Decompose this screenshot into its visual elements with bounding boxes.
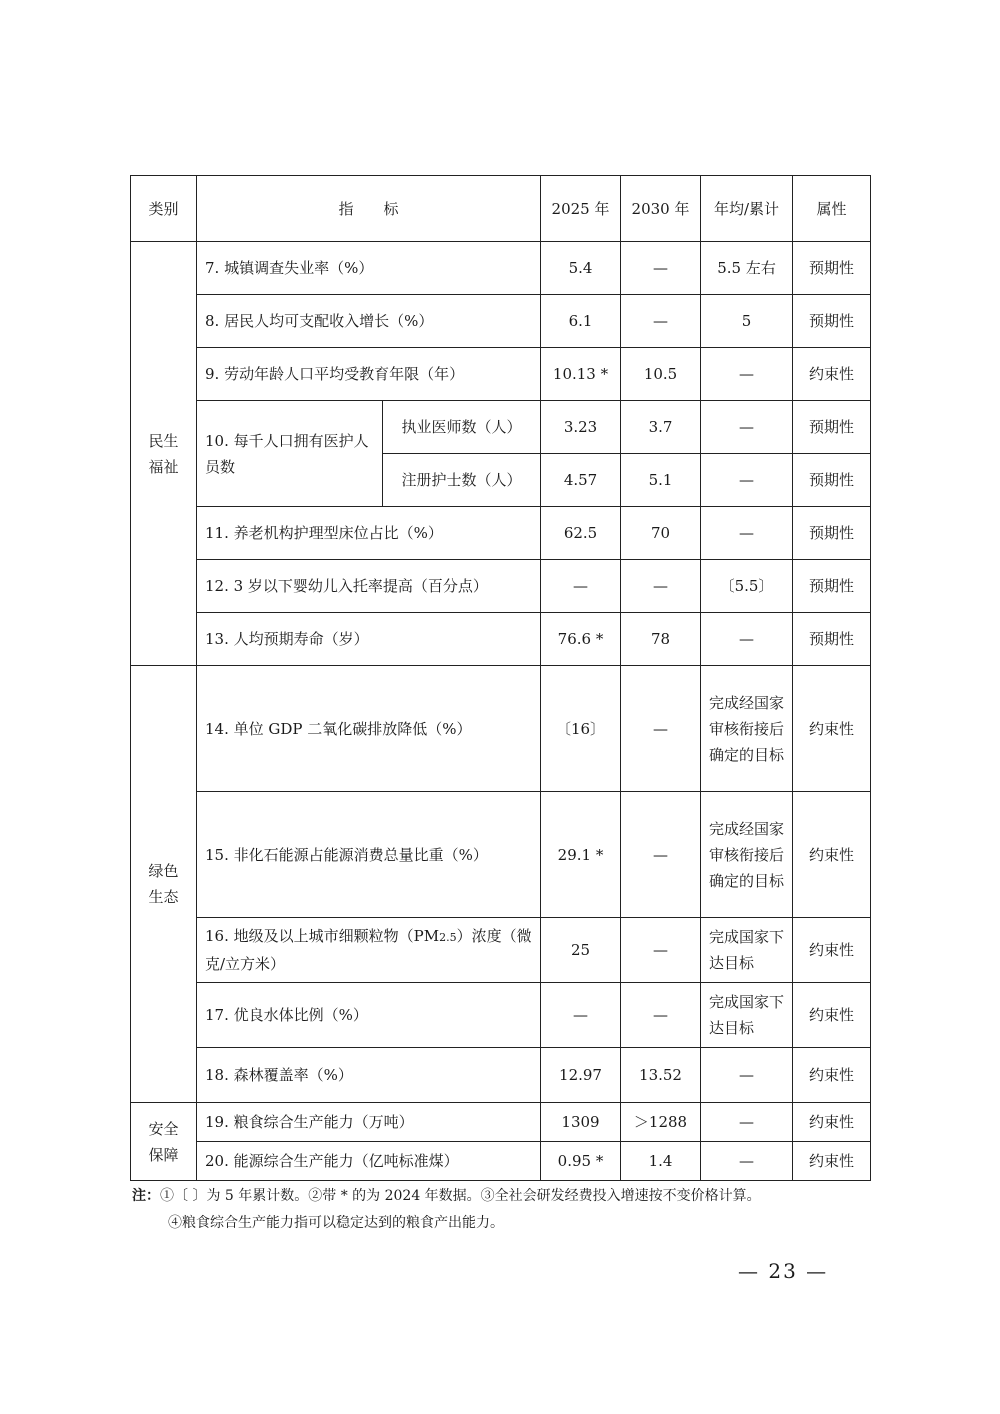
value-annual: —	[701, 401, 793, 454]
value-2030: —	[621, 792, 701, 918]
table-row	[131, 1103, 871, 1142]
indicator-label-part: 16. 地级及以上城市细颗粒物（PM	[205, 927, 440, 945]
value-attribute: 预期性	[793, 613, 871, 666]
note-line: ④粮食综合生产能力指可以稳定达到的粮食产出能力。	[168, 1215, 504, 1231]
value-attribute: 约束性	[793, 1142, 871, 1181]
value-attribute: 约束性	[793, 983, 871, 1048]
value-2030: 70	[621, 507, 701, 560]
value-annual: —	[701, 1048, 793, 1103]
table-row	[131, 560, 871, 613]
value-attribute: 约束性	[793, 1048, 871, 1103]
table-row	[131, 1142, 871, 1181]
value-2025: 25	[541, 918, 621, 983]
value-attribute: 约束性	[793, 918, 871, 983]
indicator-label: 8. 居民人均可支配收入增长（%）	[197, 295, 541, 348]
value-2025: 10.13 *	[541, 348, 621, 401]
indicator-table	[130, 175, 871, 1181]
value-attribute: 约束性	[793, 1103, 871, 1142]
value-2030: 10.5	[621, 348, 701, 401]
value-2030: —	[621, 918, 701, 983]
value-2025: 12.97	[541, 1048, 621, 1103]
category-label: 民生福祉	[148, 431, 179, 476]
indicator-label: 10. 每千人口拥有医护人员数	[197, 401, 383, 507]
indicator-label: 19. 粮食综合生产能力（万吨）	[197, 1103, 541, 1142]
sub-indicator-label: 注册护士数（人）	[383, 454, 541, 507]
value-2030: —	[621, 295, 701, 348]
indicator-label: 20. 能源综合生产能力（亿吨标准煤）	[197, 1142, 541, 1181]
table-row	[131, 507, 871, 560]
table-header-row	[131, 176, 871, 242]
value-annual: 完成经国家审核衔接后确定的目标	[701, 666, 793, 792]
indicator-label-part: ）浓度（微克/立方米）	[205, 927, 532, 973]
value-2030: 1.4	[621, 1142, 701, 1181]
value-2030: 5.1	[621, 454, 701, 507]
value-attribute: 预期性	[793, 507, 871, 560]
page-number: — 23 —	[738, 1259, 829, 1283]
indicator-label: 17. 优良水体比例（%）	[197, 983, 541, 1048]
value-2025: 62.5	[541, 507, 621, 560]
category-security	[131, 1103, 197, 1181]
table-row	[131, 613, 871, 666]
header-category: 类别	[131, 176, 197, 242]
value-annual: 完成国家下达目标	[701, 983, 793, 1048]
value-attribute: 预期性	[793, 454, 871, 507]
value-annual: —	[701, 454, 793, 507]
value-attribute: 预期性	[793, 295, 871, 348]
value-2025: 76.6 *	[541, 613, 621, 666]
value-attribute: 约束性	[793, 666, 871, 792]
value-annual: —	[701, 1142, 793, 1181]
value-attribute: 约束性	[793, 792, 871, 918]
sub-indicator-label: 执业医师数（人）	[383, 401, 541, 454]
indicator-label: 14. 单位 GDP 二氧化碳排放降低（%）	[197, 666, 541, 792]
value-2025: —	[541, 983, 621, 1048]
indicator-label: 13. 人均预期寿命（岁）	[197, 613, 541, 666]
value-2025: 3.23	[541, 401, 621, 454]
table-row	[131, 983, 871, 1048]
value-attribute: 预期性	[793, 401, 871, 454]
header-2025: 2025 年	[541, 176, 621, 242]
value-2030: —	[621, 983, 701, 1048]
value-2030: —	[621, 242, 701, 295]
table-row	[131, 401, 871, 454]
value-2030: —	[621, 666, 701, 792]
indicator-label: 18. 森林覆盖率（%）	[197, 1048, 541, 1103]
value-2030: ＞1288	[621, 1103, 701, 1142]
value-annual: 完成经国家审核衔接后确定的目标	[701, 792, 793, 918]
value-annual: 〔5.5〕	[701, 560, 793, 613]
header-indicator: 指 标	[197, 176, 541, 242]
value-2025: 4.57	[541, 454, 621, 507]
value-2025: 〔16〕	[541, 666, 621, 792]
header-2030: 2030 年	[621, 176, 701, 242]
table-row	[131, 918, 871, 983]
value-annual: 5.5 左右	[701, 242, 793, 295]
value-attribute: 预期性	[793, 242, 871, 295]
value-2030: 3.7	[621, 401, 701, 454]
table-row	[131, 792, 871, 918]
table-row	[131, 666, 871, 792]
table-row	[131, 1048, 871, 1103]
note-prefix: 注：	[132, 1188, 160, 1204]
value-annual: 5	[701, 295, 793, 348]
indicator-label: 9. 劳动年龄人口平均受教育年限（年）	[197, 348, 541, 401]
category-livelihood	[131, 242, 197, 666]
indicator-label: 12. 3 岁以下婴幼儿入托率提高（百分点）	[197, 560, 541, 613]
value-attribute: 预期性	[793, 560, 871, 613]
value-2025: 6.1	[541, 295, 621, 348]
indicator-label: 11. 养老机构护理型床位占比（%）	[197, 507, 541, 560]
note-text: ①〔 〕为 5 年累计数。②带 * 的为 2024 年数据。③全社会研发经费投入增速按不变价格计算。	[160, 1188, 761, 1204]
pm-subscript: 2.5	[439, 931, 457, 944]
value-2030: —	[621, 560, 701, 613]
table-notes	[132, 1183, 892, 1237]
value-2025: 29.1 *	[541, 792, 621, 918]
table-row	[131, 348, 871, 401]
category-label: 绿色生态	[148, 862, 179, 906]
value-2025: 1309	[541, 1103, 621, 1142]
value-2030: 13.52	[621, 1048, 701, 1103]
value-2025: 0.95 *	[541, 1142, 621, 1181]
value-2025: 5.4	[541, 242, 621, 295]
table-row	[131, 242, 871, 295]
value-2025: —	[541, 560, 621, 613]
indicator-label	[197, 918, 541, 983]
value-annual: 完成国家下达目标	[701, 918, 793, 983]
indicator-label: 15. 非化石能源占能源消费总量比重（%）	[197, 792, 541, 918]
header-annual: 年均/累计	[701, 176, 793, 242]
value-annual: —	[701, 613, 793, 666]
note-line	[132, 1183, 892, 1210]
indicator-label: 7. 城镇调查失业率（%）	[197, 242, 541, 295]
value-annual: —	[701, 507, 793, 560]
category-green	[131, 666, 197, 1103]
value-attribute: 约束性	[793, 348, 871, 401]
category-label: 安全保障	[148, 1119, 179, 1164]
header-attribute: 属性	[793, 176, 871, 242]
value-annual: —	[701, 348, 793, 401]
value-annual: —	[701, 1103, 793, 1142]
value-2030: 78	[621, 613, 701, 666]
table-row	[131, 295, 871, 348]
